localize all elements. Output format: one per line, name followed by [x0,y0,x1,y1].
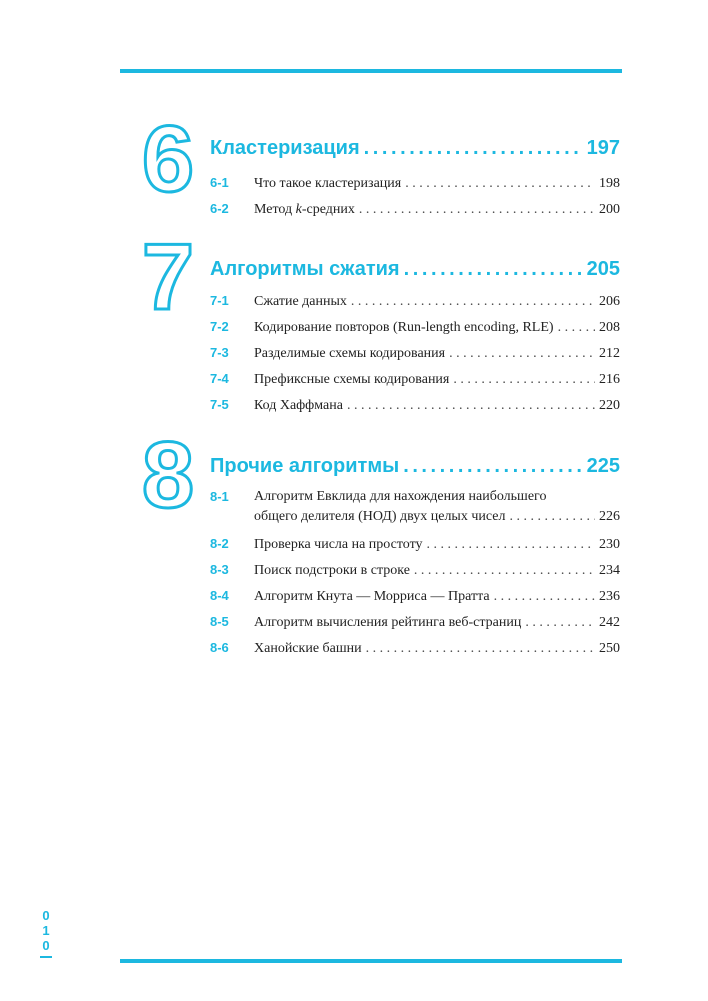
section-page: 230 [599,537,620,552]
section-page: 212 [599,346,620,361]
page-number-digit: 0 [42,938,50,953]
section-page: 226 [599,509,620,524]
bottom-rule [120,959,622,963]
dot-leader [405,176,595,192]
toc-entry-8-1[interactable] [210,489,620,525]
chapter-7-title-row[interactable] [210,258,620,284]
section-number: 7-2 [210,319,229,334]
dot-leader [453,372,595,388]
section-number: 8-2 [210,536,229,551]
toc-entry-7-1[interactable] [210,293,620,310]
chapter-8-number: 8 [141,422,195,527]
chapter-page: 225 [586,455,620,477]
chapter-7-number: 7 [141,224,195,329]
chapter-title: Кластеризация [210,137,360,159]
section-number: 8-3 [210,562,229,577]
dot-leader [366,641,595,657]
section-number: 8-6 [210,640,229,655]
section-page: 200 [599,202,620,217]
toc-entry-8-2[interactable] [210,536,620,553]
section-number: 7-5 [210,397,229,412]
section-title-line2: общего делителя (НОД) двух целых чисел [254,509,506,524]
toc-entry-8-6[interactable] [210,640,620,657]
section-page: 206 [599,294,620,309]
section-title: Что такое кластеризация [254,176,402,191]
dot-leader [351,294,595,310]
section-page: 242 [599,615,620,630]
chapter-6-title-row[interactable] [210,137,620,163]
section-page: 234 [599,563,620,578]
dot-leader [414,563,595,579]
chapter-6-number: 6 [141,106,195,211]
chapter-8-title-row[interactable] [210,455,620,481]
chapter-title: Алгоритмы сжатия [210,258,400,280]
top-rule [120,69,622,73]
section-number: 7-3 [210,345,229,360]
dot-leader [449,346,595,362]
section-title: Кодирование повторов (Run-length encoding, RLE) [254,320,554,335]
section-title: Алгоритм Кнута — Морриса — Пратта [254,589,490,604]
section-title: Проверка числа на простоту [254,537,423,552]
toc-entry-8-4[interactable] [210,588,620,605]
section-number: 6-2 [210,201,229,216]
section-page: 220 [599,398,620,413]
section-page: 216 [599,372,620,387]
section-title: Метод k-средних [254,202,355,217]
section-number: 8-5 [210,614,229,629]
toc-entry-8-5[interactable] [210,614,620,631]
section-title: Ханойские башни [254,641,362,656]
section-title: Алгоритм вычисления рейтинга веб-страниц [254,615,522,630]
section-page: 198 [599,176,620,191]
dot-leader [364,137,583,160]
section-number: 7-1 [210,293,229,308]
section-page: 250 [599,641,620,656]
dot-leader [404,258,583,281]
dot-leader [558,320,595,336]
section-title: Сжатие данных [254,294,347,309]
toc-entry-7-3[interactable] [210,345,620,362]
dot-leader [403,455,582,478]
chapter-page: 197 [586,137,620,159]
section-title: Код Хаффмана [254,398,343,413]
section-title: Разделимые схемы кодирования [254,346,446,361]
page-number [40,908,52,958]
section-number: 8-1 [210,489,229,504]
toc-entry-6-2[interactable] [210,201,620,218]
dot-leader [347,398,595,414]
dot-leader [359,202,595,218]
section-number: 7-4 [210,371,229,386]
page-number-bar [40,956,52,958]
chapter-page: 205 [586,258,620,280]
section-title-line1: Алгоритм Евклида для нахождения наибольшего [254,489,547,504]
section-page: 208 [599,320,620,335]
section-number: 8-4 [210,588,229,603]
toc-entry-6-1[interactable] [210,175,620,192]
toc-entry-7-4[interactable] [210,371,620,388]
chapter-title: Прочие алгоритмы [210,455,400,477]
dot-leader [525,615,595,631]
page-number-digit: 0 [42,908,50,923]
dot-leader [494,589,595,605]
dot-leader [509,509,595,525]
toc-entry-7-2[interactable] [210,319,620,336]
dot-leader [427,537,595,553]
section-title: Префиксные схемы кодирования [254,372,450,387]
toc-entry-8-3[interactable] [210,562,620,579]
page-number-digit: 1 [42,923,50,938]
toc-entry-7-5[interactable] [210,397,620,414]
section-number: 6-1 [210,175,229,190]
section-title: Поиск подстроки в строке [254,563,410,578]
section-page: 236 [599,589,620,604]
